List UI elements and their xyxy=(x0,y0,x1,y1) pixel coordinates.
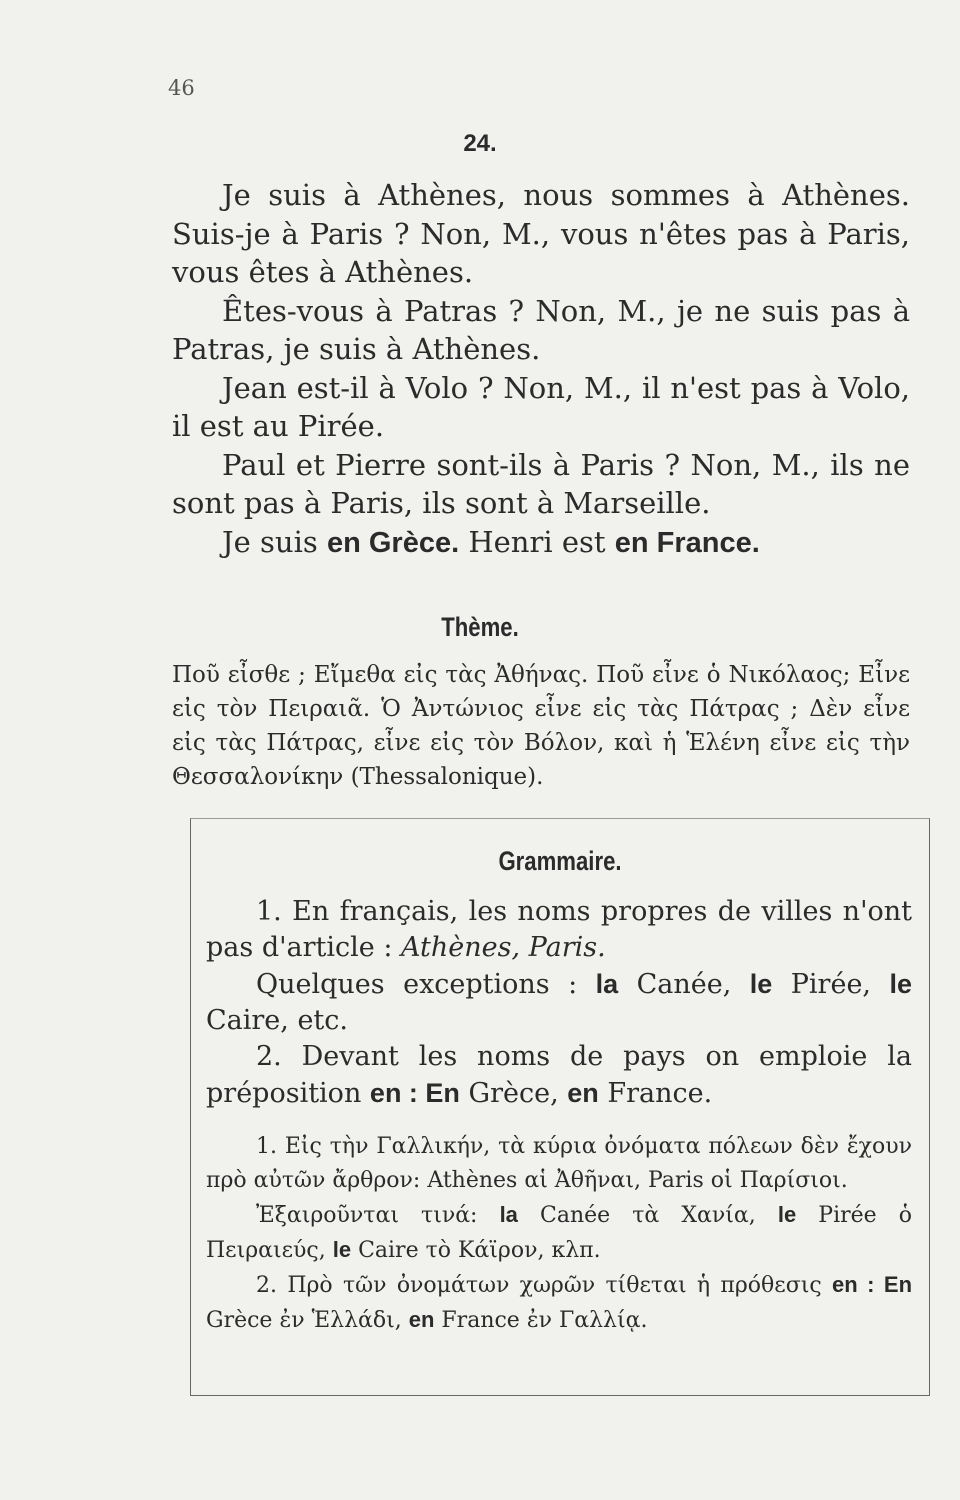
text-run: Henri est xyxy=(459,524,615,559)
bold-term: en xyxy=(567,1078,599,1108)
bold-term: en : En xyxy=(369,1078,460,1108)
reading-paragraph: Je suis à Athènes, nous sommes à Athènes. Suis-je à Paris ? Non, M., vous n'êtes pas à Paris, vous êtes à Athènes. xyxy=(172,178,910,289)
text-run: Caire, etc. xyxy=(206,1005,348,1036)
bold-term: en xyxy=(408,1307,435,1332)
reading-passage xyxy=(172,176,910,562)
text-run: Je suis xyxy=(222,524,327,559)
grammar-rule xyxy=(206,966,912,1039)
grammar-rule xyxy=(206,1198,912,1268)
bold-term: en Grèce. xyxy=(326,526,460,559)
text-run: Pirée ὁ Πειραιεύς, xyxy=(206,1203,912,1263)
text-run: France. xyxy=(598,1078,713,1109)
grammar-rules-french xyxy=(206,894,912,1112)
reading-paragraph: Êtes-vous à Patras ? Non, M., je ne suis pas à Patras, je suis à Athènes. xyxy=(172,293,910,366)
theme-exercise: Ποῦ εἶσθε ; Εἴμεθα εἰς τὰς Ἀθήνας. Ποῦ εἶνε ὁ Νικόλαος; Εἶνε εἰς τὸν Πειραιᾶ. Ὁ Ἀντώνιος εἶνε εἰς τὰς Πάτρας ; Δὲν εἶνε εἰς τὰς Πάτρας, εἶνε εἰς τὸν Βόλον, καὶ ἡ Ἑλένη εἶνε εἰς τὴν Θεσσαλονίκην (Thessalonique). xyxy=(172,662,910,790)
italic-example: Athènes, Paris. xyxy=(401,932,606,963)
text-run: 2. Devant les noms de pays on emploie la préposition xyxy=(206,1041,912,1109)
page-number: 46 xyxy=(168,76,195,100)
grammar-rule xyxy=(206,894,912,966)
text-run: Canée, xyxy=(618,969,750,1000)
text-run: Canée τὰ Χανία, xyxy=(517,1203,778,1228)
reading-paragraph: Paul et Pierre sont-ils à Paris ? Non, M., ils ne sont pas à Paris, ils sont à Marseille. xyxy=(172,447,910,520)
bold-term: le xyxy=(332,1237,352,1262)
reading-paragraph: Jean est-il à Volo ? Non, M., il n'est pas à Volo, il est au Pirée. xyxy=(172,370,910,443)
theme-heading: Thème. xyxy=(441,612,519,642)
text-run: Quelques exceptions : xyxy=(256,969,596,1000)
reading-paragraph xyxy=(172,523,910,563)
text-run: Ἐξαιροῦνται τινά: xyxy=(256,1203,500,1228)
bold-term: le xyxy=(777,1202,797,1227)
bold-term: en : En xyxy=(832,1272,913,1297)
grammar-rule xyxy=(206,1039,912,1112)
bold-term: en France. xyxy=(614,526,760,559)
bold-term: le xyxy=(749,969,773,999)
text-run: Caire τὸ Κάϊρον, κλπ. xyxy=(351,1238,601,1263)
grammar-heading: Grammaire. xyxy=(498,846,622,876)
text-run: France ἐν Γαλλίᾳ. xyxy=(434,1308,648,1333)
text-run: Grèce ἐν Ἑλλάδι, xyxy=(206,1308,409,1333)
text-run: 1. En français, les noms propres de villes n'ont pas d'article : xyxy=(206,896,912,963)
grammar-rule xyxy=(206,1268,912,1338)
lesson-number: 24. xyxy=(463,130,497,157)
bold-term: le xyxy=(889,969,912,999)
grammar-rules-greek xyxy=(206,1130,912,1338)
grammar-rule: 1. Εἰς τὴν Γαλλικήν, τὰ κύρια ὀνόματα πόλεων δὲν ἔχουν πρὸ αὐτῶν ἄρθρον: Athènes αἱ Ἀθῆναι, Paris οἱ Παρίσιοι. xyxy=(206,1134,912,1193)
text-run: 2. Πρὸ τῶν ὀνομάτων χωρῶν τίθεται ἡ πρόθεσις xyxy=(256,1273,832,1298)
text-run: Grèce, xyxy=(459,1078,568,1109)
text-run: Pirée, xyxy=(772,969,890,1000)
bold-term: la xyxy=(499,1202,518,1227)
bold-term: la xyxy=(595,969,619,999)
